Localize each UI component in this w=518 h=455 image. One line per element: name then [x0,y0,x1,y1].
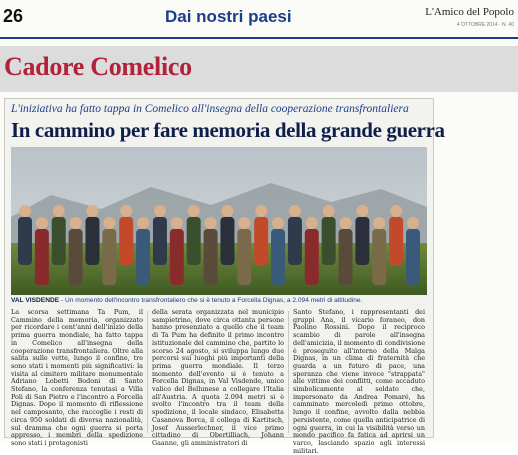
masthead: L'Amico del Popolo [425,6,514,18]
group-photo [11,147,427,295]
issue-info: 4 OTTOBRE 2014 · N. 40 [456,22,514,28]
header-rule [0,37,518,39]
article-column-2: della serata organizzata nel municipio sampietrino, dove circa ottanta persone hanno presenziato a quello che il team di Ta Pum ha definito il primo incontro istituzionale del cammino che, partito lo scorso 24 agosto, si sviluppa lungo due percorsi sui luoghi più importanti della prima guerra mondiale. Il terzo momento dell'evento si è tenuto a Forcella Dignas, in Val Visdende, unico valico del Bellunese a collegare l'Italia all'Austria. A quota 2.094 metri si è svolto l'incontro tra il team della spedizione, il locale sindaco, Elisabetta Casanova Borca, il collega di Kartitsch, Josef Ausserlechner, il vice primo cittadino di Obertilliach, Johann Gaanne, gli amministratori di [152,308,284,447]
hiker [52,205,66,265]
hiker [389,205,403,265]
article-column-3: Santo Stefano, i rappresentanti dei gruppi Ana, il vicario foraneo, don Paolino Rossini. Dopo il reciproco scambio di parole all'insegna dell'amicizia, il momento di condivisione è proseguito all'interno della Malga Dignas, in un clima di fraternità che guarda a un futuro di pace, una speranza che viene invece "strappata" alle vittime dei conflitti, come accaduto simbolicamente al soldato che, impersonato da Andrea Pomaré, ha camminato mercoledì primo ottobre, lungo il confine, avvolto dalla nebbia persistente, come quella anticipatrice di ogni guerra, in cui la visibilità verso un mondo pacifico fa fatica ad aprirsi un varco, lasciando spazio agli interessi militari. [293,308,425,455]
page-number: 26 [3,6,24,26]
caption-text: - Un momento dell'incontro transfrontaliero che si è tenuto a Forcella Dignas, a 2.094 metri di altitudine. [59,297,363,304]
article-headline: In cammino per fare memoria della grande guerra [11,118,445,142]
article-column-1: La scorsa settimana Ta Pum, il Cammino della memoria, organizzato per ricordare i cent'anni dell'inizio della prima guerra mondiale, ha fatto tappa in Comelico all'insegna della cooperazione transfrontaliera. Oltre alla salita sulle vette, lungo il confine, tre sono stati i momenti più significativi: la visita al cimitero militare monumentale Adriano Lobetti Bodoni di Santo Stefano, la conferenza tenutasi a Villa Poli di San Pietro e l'incontro a Forcella Dignas. Dopo il momento di riflessione nel camposanto, che raccoglie i resti di circa 950 soldati di diversa nazionalità, sul dramma che ogni guerra si porta appresso, i membri della spedizione sono stati i protagonisti [11,308,143,447]
hiker [18,205,32,265]
photo-caption [11,297,427,305]
hiker [355,205,369,265]
hiker [322,205,336,265]
hiker [119,205,133,265]
section-title: Dai nostri paesi [165,7,292,26]
caption-place: VAL VISDENDE [11,297,60,304]
hiker [187,205,201,265]
article-body [11,308,427,455]
column-divider [147,311,148,433]
hiker [85,205,99,265]
group-photo-illustration [11,147,427,295]
column-divider [288,311,289,433]
hiker [220,205,234,265]
region-title: Cadore Comelico [4,52,192,81]
hiker [254,205,268,265]
article-kicker: L'iniziativa ha fatto tappa in Comelico all'insegna della cooperazione transfrontaliera [11,103,409,115]
hiker [153,205,167,265]
hiker [288,205,302,265]
page-header [0,0,518,38]
article-clipping [4,98,445,455]
